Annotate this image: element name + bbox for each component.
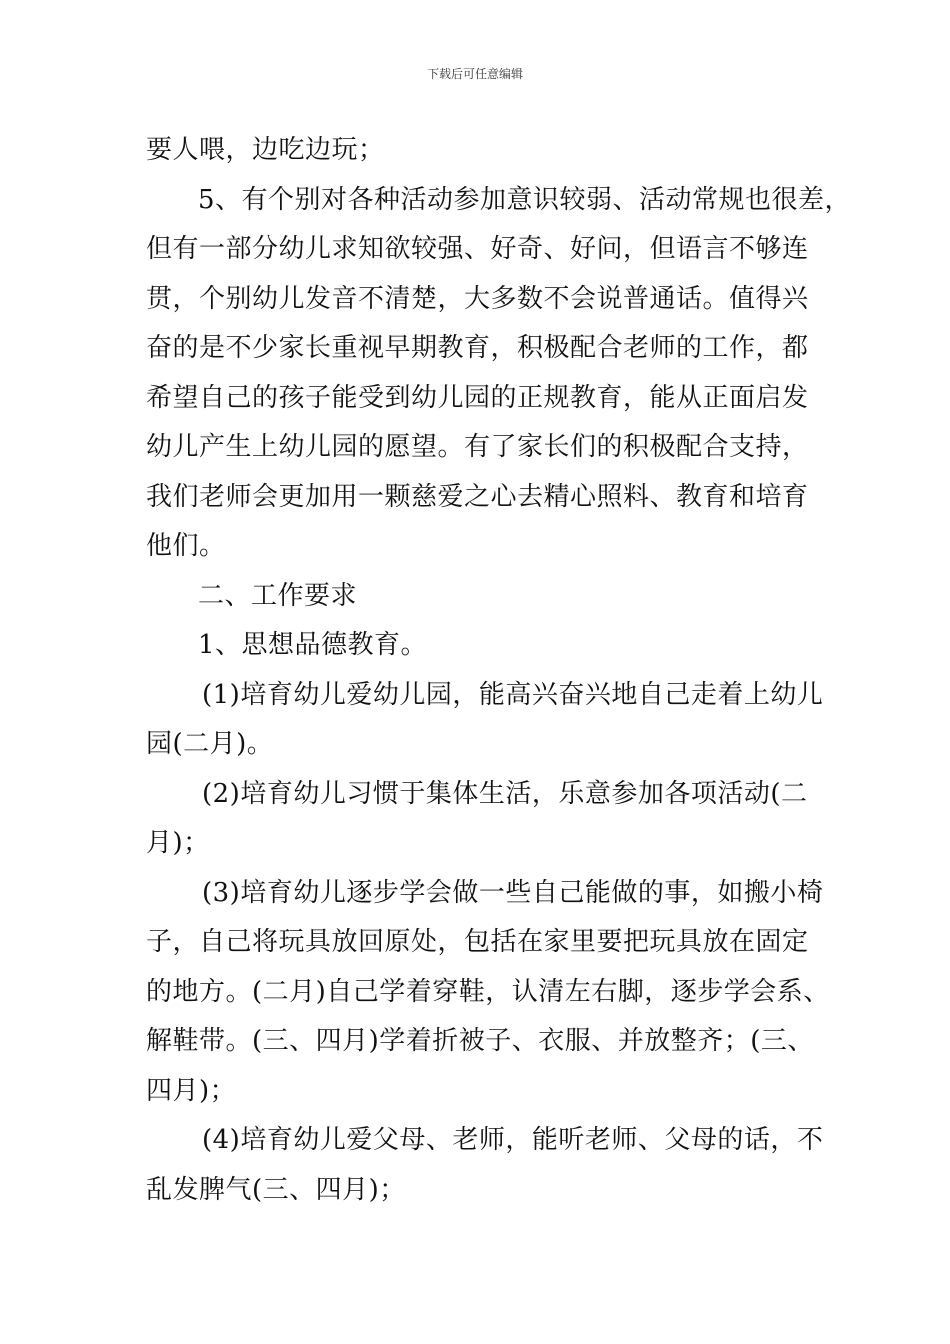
text-line: 解鞋带。(三、四月)学着折被子、衣服、并放整齐；(三、 xyxy=(146,1026,814,1056)
text-line: (2)培育幼儿习惯于集体生活，乐意参加各项活动(二 xyxy=(202,778,808,809)
text-line: 希望自己的孩子能受到幼儿园的正规教育，能从正面启发 xyxy=(146,382,809,413)
text-line: 要人喂，边吃边玩； xyxy=(146,135,385,165)
text-line: 四月)； xyxy=(146,1075,237,1106)
text-line: (1)培育幼儿爱幼儿园，能高兴奋兴地自己走着上幼儿 xyxy=(202,679,824,710)
text-line: 奋的是不少家长重视早期教育，积极配合老师的工作，都 xyxy=(146,333,809,363)
text-line: 的地方。(二月)自己学着穿鞋，认清左右脚，逐步学会系、 xyxy=(146,976,830,1007)
section-heading xyxy=(146,572,826,622)
text-line: 贯，个别幼儿发音不清楚，大多数不会说普通话。值得兴 xyxy=(146,283,809,314)
list-item xyxy=(146,869,830,1117)
page-header-note: 下载后可任意编辑 xyxy=(426,67,523,81)
list-item xyxy=(146,770,826,869)
text-line: 但有一部分幼儿求知欲较强、好奇、好问，但语言不够连 xyxy=(146,234,809,264)
subsection-heading xyxy=(146,621,826,671)
text-line: 1、思想品德教育。 xyxy=(198,630,428,660)
text-line: 5、有个别对各种活动参加意识较弱、活动常规也很差， xyxy=(198,184,852,215)
paragraph xyxy=(146,176,852,572)
document-body xyxy=(146,126,852,1215)
list-item xyxy=(146,671,826,770)
text-line: (4)培育幼儿爱父母、老师，能听老师、父母的话，不 xyxy=(202,1125,824,1155)
text-line: 我们老师会更加用一颗慈爱之心去精心照料、教育和培育 xyxy=(146,481,809,512)
text-line: (3)培育幼儿逐步学会做一些自己能做的事，如搬小椅 xyxy=(202,877,824,908)
text-line: 乱发脾气(三、四月)； xyxy=(146,1174,406,1205)
list-item xyxy=(146,1116,826,1215)
text-line: 子，自己将玩具放回原处，包括在家里要把玩具放在固定 xyxy=(146,927,809,957)
text-line: 幼儿产生上幼儿园的愿望。有了家长们的积极配合支持， xyxy=(146,432,809,462)
text-line: 园(二月)。 xyxy=(146,729,274,759)
paragraph xyxy=(146,126,826,176)
text-line: 月)； xyxy=(146,828,210,858)
text-line: 他们。 xyxy=(146,531,226,561)
text-line: 二、工作要求 xyxy=(198,580,358,611)
